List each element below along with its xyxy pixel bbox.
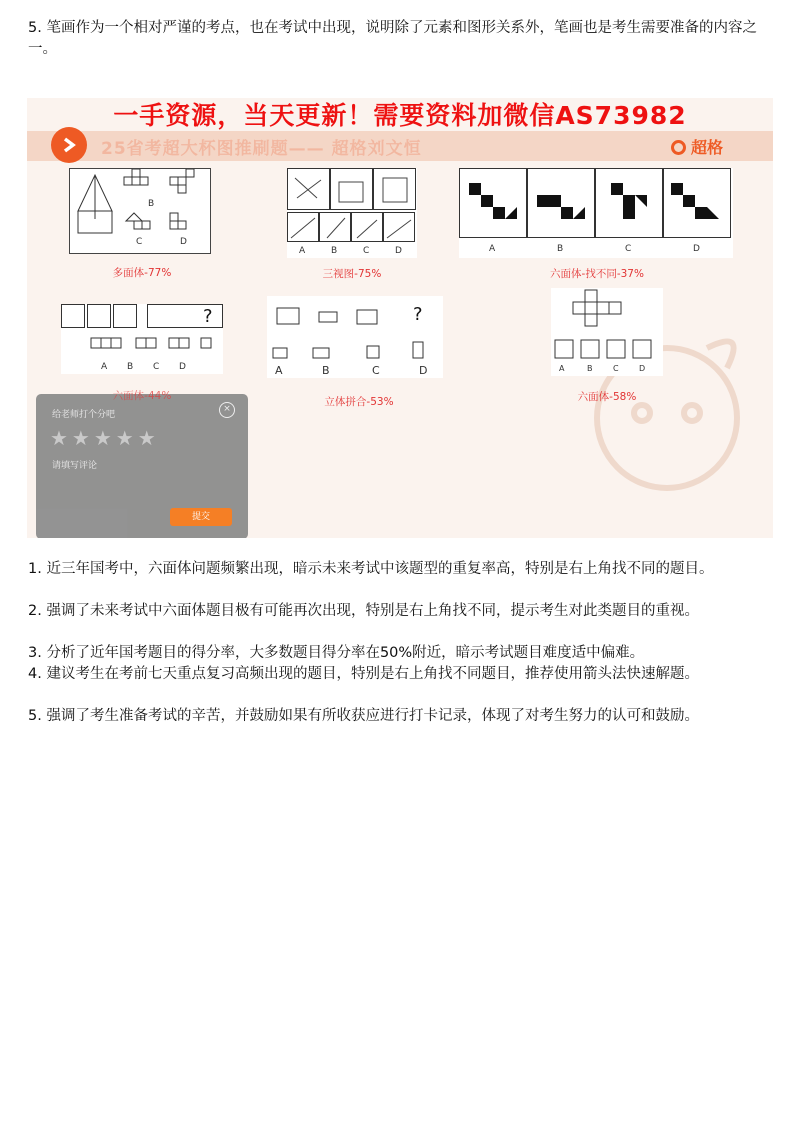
watermark-banner: 一手资源，当天更新！需要资料加微信AS73982 bbox=[113, 101, 687, 130]
option-label: B bbox=[557, 244, 564, 254]
three-view-figure bbox=[287, 168, 417, 248]
option-label: C bbox=[625, 244, 632, 254]
option-label: C bbox=[372, 364, 380, 377]
analysis-item: 3. 分析了近年国考题目的得分率，大多数题目得分率在50%附近，暗示考试题目难度适中偏难。 bbox=[28, 645, 645, 661]
option-label: B bbox=[127, 362, 134, 372]
question-card-3d-assembly bbox=[267, 296, 443, 378]
option-label: D bbox=[639, 364, 646, 373]
caption-3d-assembly: 立体拼合-53% bbox=[324, 396, 394, 408]
close-icon[interactable]: × bbox=[219, 402, 235, 418]
option-label: D bbox=[180, 237, 187, 247]
rating-title: 给老师打个分吧 bbox=[52, 410, 116, 420]
rating-popup bbox=[36, 390, 248, 538]
question-card-three-views bbox=[287, 168, 417, 258]
option-label: D bbox=[395, 246, 402, 256]
question-mark: ? bbox=[413, 304, 423, 325]
option-label: A bbox=[101, 362, 108, 372]
slide-image bbox=[27, 98, 773, 538]
question-mark: ? bbox=[203, 306, 213, 327]
option-label: B bbox=[587, 364, 593, 373]
option-label: B bbox=[148, 199, 155, 209]
analysis-item: 1. 近三年国考中，六面体问题频繁出现，暗示未来考试中该题型的重复率高，特别是右上角找不同的题目。 bbox=[28, 561, 714, 577]
cube-net-icons bbox=[551, 288, 663, 360]
slide-header bbox=[27, 131, 773, 161]
option-label: A bbox=[275, 364, 283, 377]
caption-three-views: 三视图-75% bbox=[322, 268, 382, 280]
cube-net-options bbox=[61, 304, 223, 360]
analysis-item: 2. 强调了未来考试中六面体题目极有可能再次出现，特别是右上角找不同，提示考生对此类题目的重视。 bbox=[28, 603, 699, 619]
option-label: B bbox=[331, 246, 338, 256]
option-label: D bbox=[179, 362, 186, 372]
option-label: D bbox=[693, 244, 700, 254]
question-card-cube-odd bbox=[459, 168, 733, 258]
analysis-item: 4. 建议考生在考前七天重点复习高频出现的题目，特别是右上角找不同题目，推荐使用箭头法快速解题。 bbox=[28, 666, 699, 682]
slide-title: 25省考超大杯图推刷题—— 超格刘文恒 bbox=[101, 139, 422, 159]
option-label: D bbox=[419, 364, 428, 377]
option-label: B bbox=[322, 364, 330, 377]
brand-icon bbox=[671, 140, 686, 155]
caption-cube: 六面体-44% bbox=[112, 390, 172, 402]
brand-name: 超格 bbox=[690, 138, 723, 157]
submit-button[interactable]: 提交 bbox=[170, 508, 232, 526]
option-label: A bbox=[299, 246, 306, 256]
brand-logo bbox=[671, 135, 723, 158]
intro-paragraph: 5. 笔画作为一个相对严谨的考点，也在考试中出现，说明除了元素和图形关系外，笔画也是考生需要准备的内容之一。 bbox=[28, 20, 757, 57]
comment-input[interactable]: 请填写评论 bbox=[52, 461, 98, 471]
caption-cube-2: 六面体-58% bbox=[577, 391, 637, 403]
question-card-cube bbox=[61, 304, 223, 374]
star-rating[interactable]: ★★★★★ bbox=[50, 426, 160, 450]
option-label: A bbox=[489, 244, 496, 254]
option-label: C bbox=[136, 237, 143, 247]
analysis-item: 5. 强调了考生准备考试的辛苦，并鼓励如果有所收获应进行打卡记录，体现了对考生努力的认可和鼓励。 bbox=[28, 708, 699, 724]
option-label: C bbox=[153, 362, 160, 372]
question-card-cube-2 bbox=[551, 288, 663, 376]
cube-net-figures bbox=[459, 168, 733, 238]
caption-polyhedron: 多面体-77% bbox=[112, 267, 172, 279]
caption-cube-odd: 六面体-找不同-37% bbox=[550, 268, 644, 280]
option-label: C bbox=[363, 246, 370, 256]
arrow-icon bbox=[51, 127, 87, 163]
option-label: A bbox=[559, 364, 565, 373]
option-label: C bbox=[613, 364, 619, 373]
question-card-polyhedron bbox=[69, 168, 211, 254]
